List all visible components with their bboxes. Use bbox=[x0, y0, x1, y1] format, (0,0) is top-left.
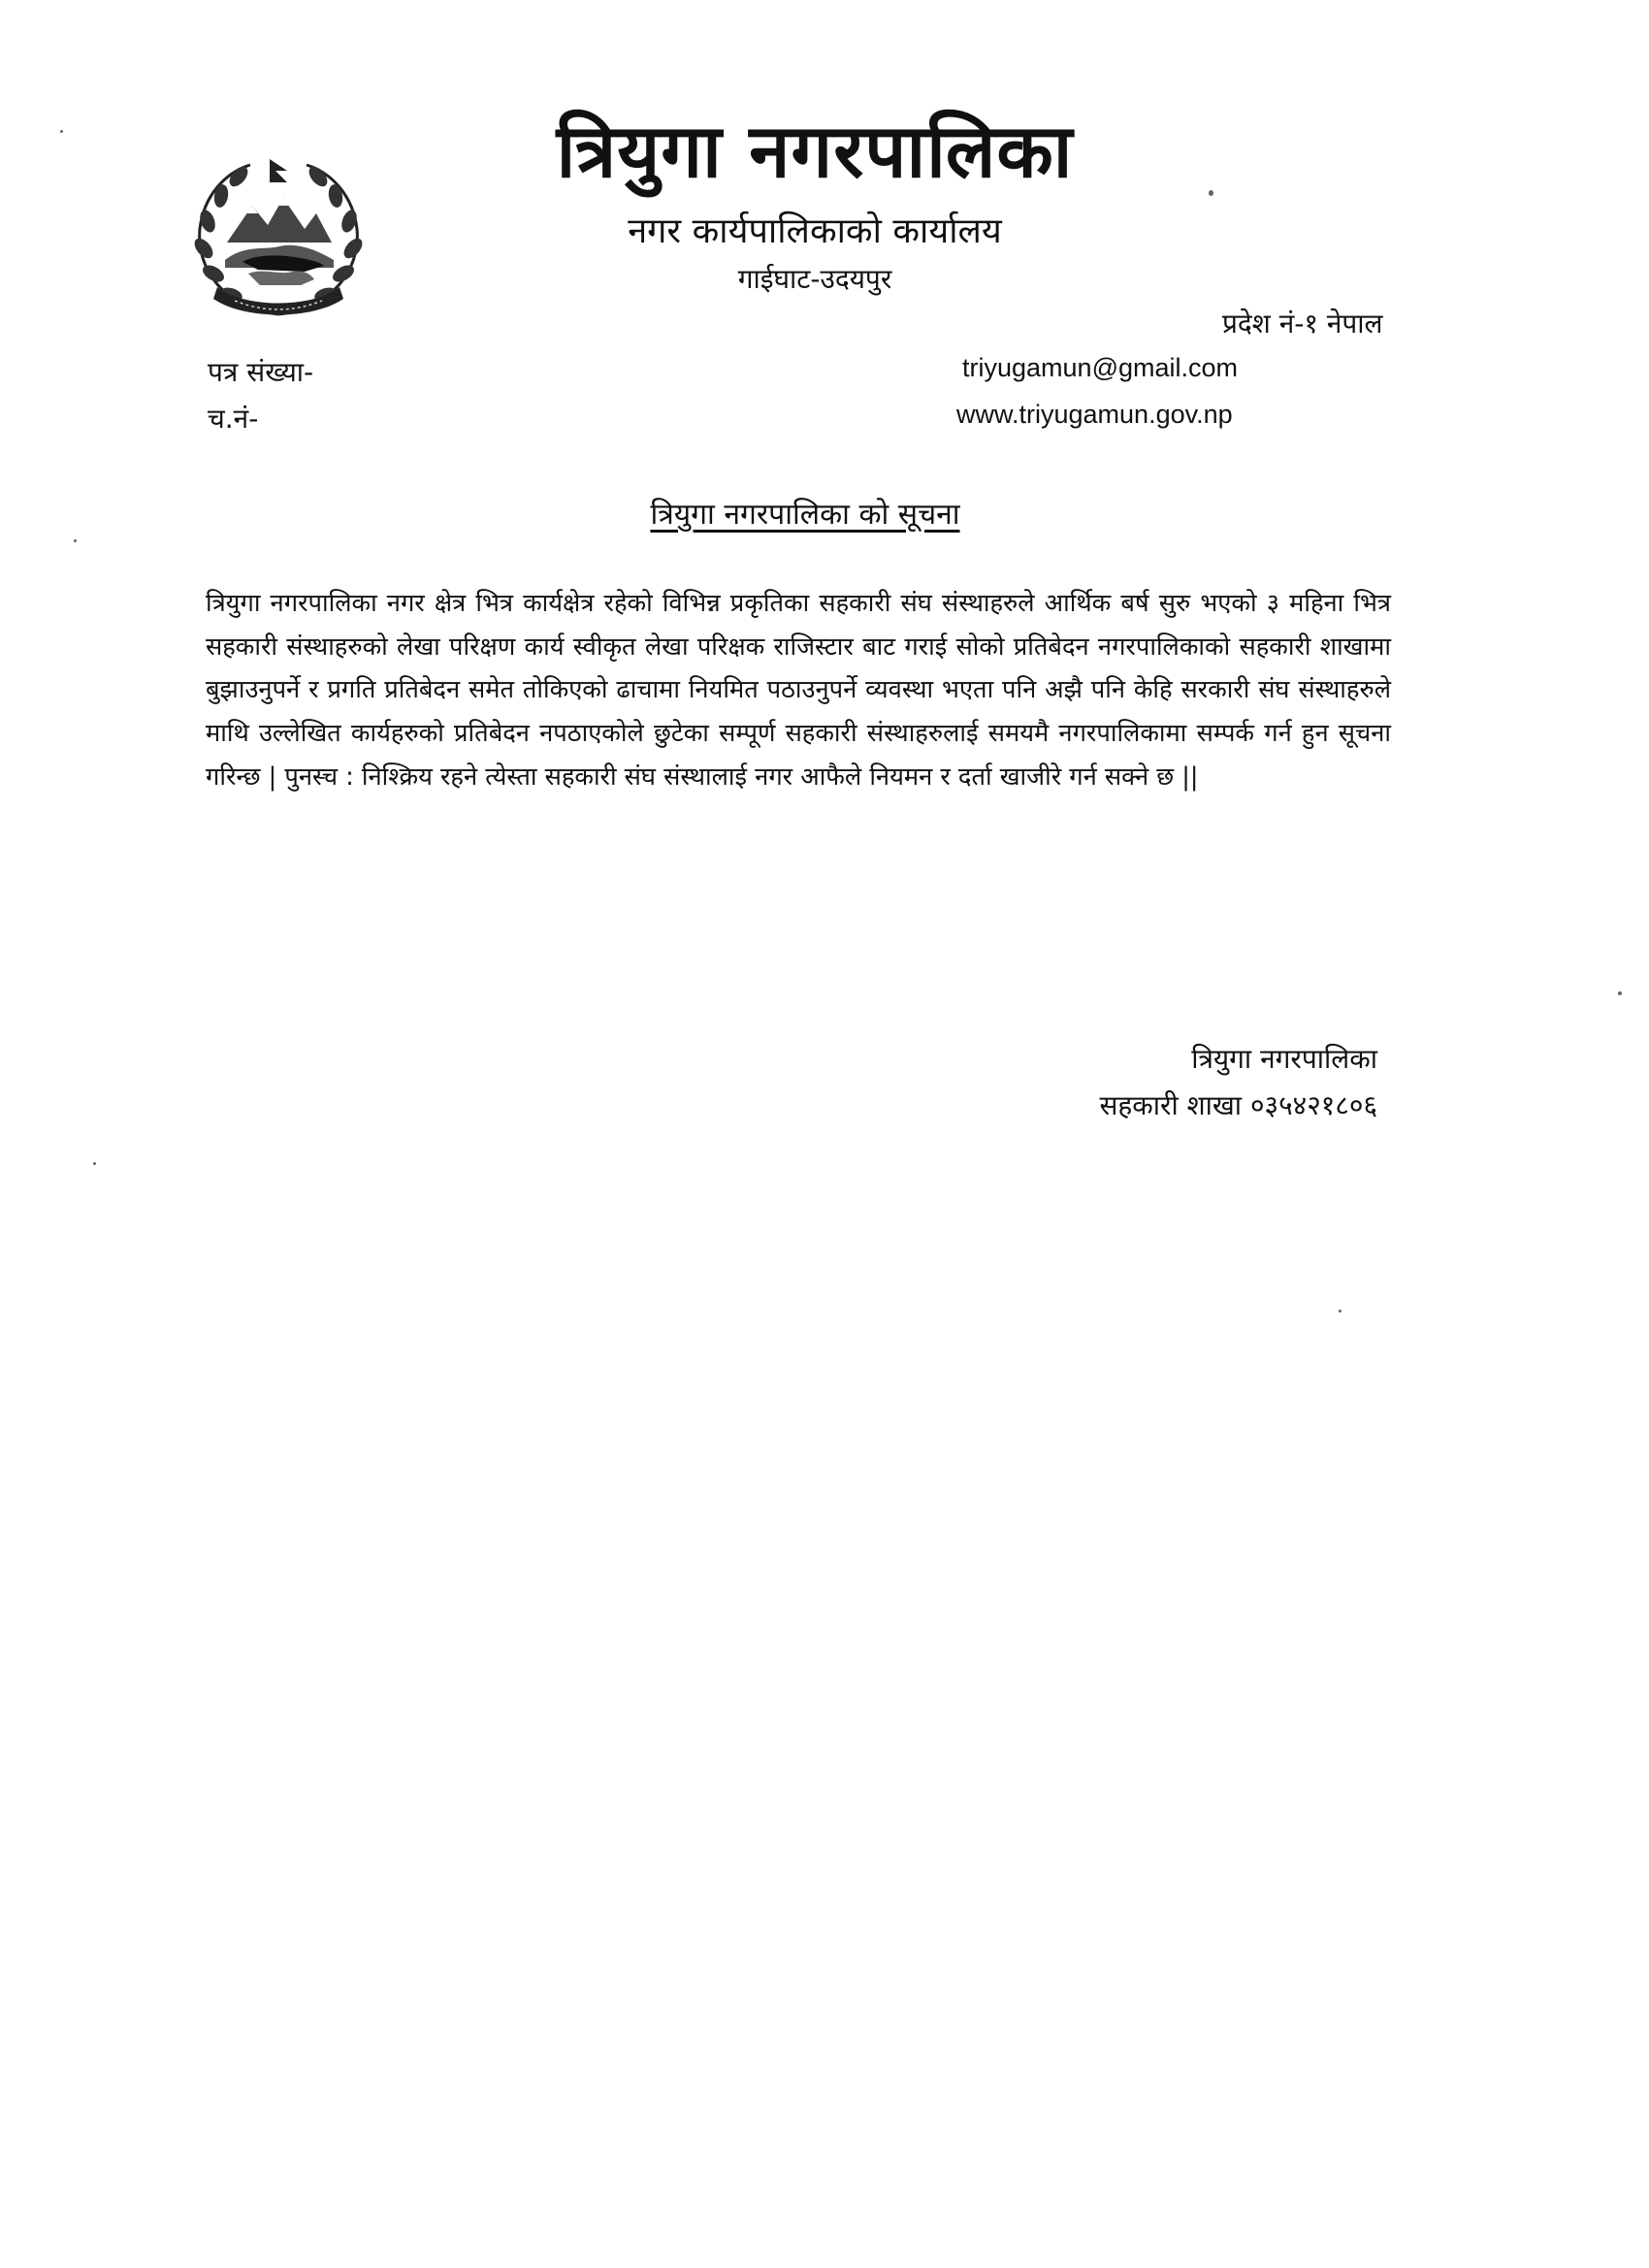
office-location: गाईघाट-उदयपुर bbox=[737, 263, 892, 295]
contact-email: triyugamun@gmail.com bbox=[962, 353, 1239, 382]
municipality-title: त्रियुगा नगरपालिका bbox=[556, 108, 1074, 194]
scan-speck bbox=[60, 130, 63, 133]
province-label: प्रदेश नं-१ नेपाल bbox=[1222, 308, 1383, 340]
nepal-government-emblem-icon bbox=[186, 153, 371, 324]
contact-website: www.triyugamun.gov.np bbox=[956, 400, 1233, 429]
scan-speck bbox=[93, 1162, 96, 1165]
scan-speck bbox=[1209, 190, 1213, 196]
notice-title: त्रियुगा नगरपालिका को सूचना bbox=[650, 498, 960, 532]
scan-speck bbox=[74, 539, 77, 542]
notice-body: त्रियुगा नगरपालिका नगर क्षेत्र भित्र कार्यक्षेत्र रहेको विभिन्न प्रकृतिका सहकारी संघ संस्थाहरुले आर्थिक बर्ष सुरु भएको ३ महिना भित्र सहकारी संस्थाहरुको लेखा परिक्षण कार्य स्वीकृत लेखा परिक्षक राजिस्टार बाट गराई सोको प्रतिबेदन नगरपालिकाको सहकारी शाखामा बुझाउनुपर्ने र प्रगति प्रतिबेदन समेत तोकिएको ढाचामा नियमित पठाउनुपर्ने व्यवस्था भएता पनि अझै पनि केहि सरकारी संघ संस्थाहरुले माथि उल्लेखित कार्यहरुको प्रतिबेदन नपठाएकोले छुटेका सम्पूर्ण सहकारी संस्थाहरुलाई समयमै नगरपालिकामा सम्पर्क गर्न हुन सूचना गरिन्छ | पुनस्च : निश्क्रिय रहने त्येस्ता सहकारी संघ संस्थालाई नगर आफैले नियमन र दर्ता खाजीरे गर्न सक्ने छ || bbox=[206, 589, 1391, 792]
scan-speck bbox=[1618, 991, 1622, 995]
scan-speck bbox=[1339, 1310, 1342, 1312]
office-subtitle: नगर कार्यपालिकाको कार्यालय bbox=[628, 211, 1002, 251]
dispatch-number-label: च.नं- bbox=[208, 403, 259, 435]
letter-number-label: पत्र संख्या- bbox=[208, 356, 314, 388]
signature-name: त्रियुगा नगरपालिका bbox=[1191, 1043, 1377, 1075]
signature-department: सहकारी शाखा ०३५४२१८०६ bbox=[1099, 1089, 1377, 1121]
